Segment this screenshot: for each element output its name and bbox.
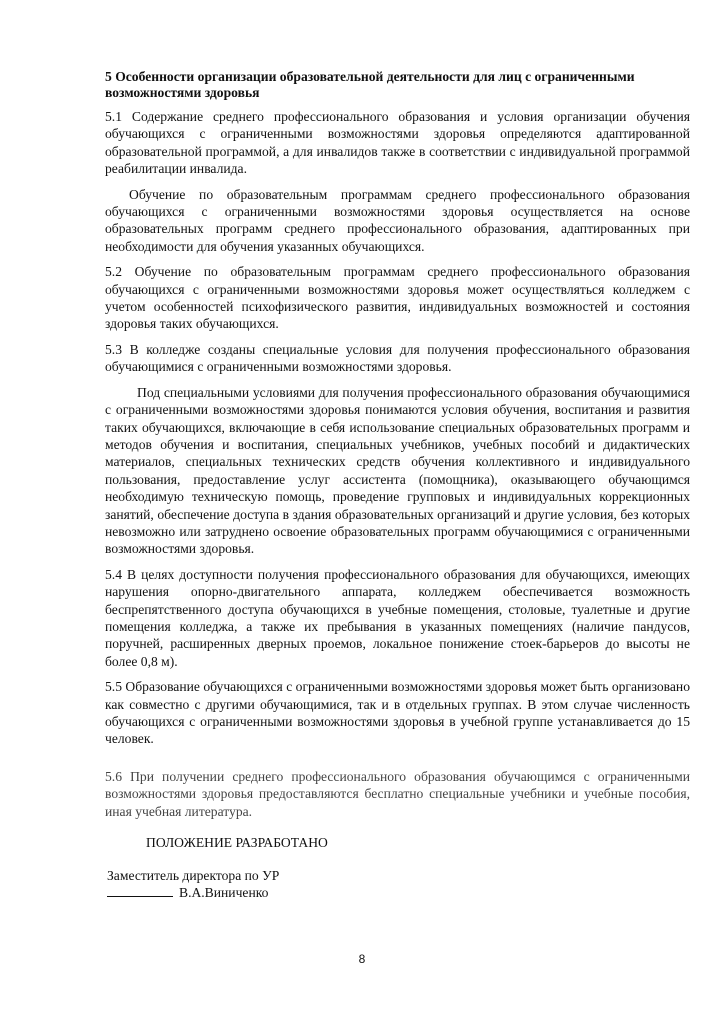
signer-name: В.А.Виниченко: [179, 885, 269, 901]
paragraph-5-1: 5.1 Содержание среднего профессионального образования и условия организации обучения обучающихся с ограниченными возможностями здоровья определяются адаптированной образовательной программой, а для инвалидов также в соответствии с индивидуальной программой реабилитации инвалида.: [105, 109, 690, 177]
paragraph-5-2: 5.2 Обучение по образовательным программам среднего профессионального образования обучающихся с ограниченными возможностями здоровья может осуществляться колледжем с учетом особенностей психофизического развития, индивидуальных возможностей и состояния здоровья таких обучающихся.: [105, 264, 690, 332]
signature-line: [107, 884, 173, 897]
paragraph-5-3-continued: Под специальными условиями для получения профессионального образования обучающимися с ограниченными возможностями здоровья понимаются условия обучения, воспитания и развития таких обучающихся, включающие в себя использование специальных образовательных программ и методов обучения и воспитания, специальных учебников, учебных пособий и дидактических материалов, специальных технических средств обучения коллективного и индивидуального пользования, предоставление услуг ассистента (помощника), оказывающего обучающимся необходимую техническую помощь, проведение групповых и индивидуальных коррекционных занятий, обеспечение доступа в здания образовательных организаций и другие условия, без которых невозможно или затруднено освоение образовательных программ обучающимися с ограниченными возможностями здоровья.: [105, 384, 690, 557]
paragraph-5-3: 5.3 В колледже созданы специальные условия для получения профессионального образования обучающимися с ограниченными возможностями здоровья.: [105, 341, 690, 375]
signature-block: [107, 867, 690, 901]
paragraph-5-4: 5.4 В целях доступности получения профессионального образования для обучающихся, имеющих нарушения опорно-двигательного аппарата, колледжем обеспечивается возможность беспрепятственного доступа обучающихся в учебные помещения, столовые, туалетные и другие помещения колледжа, а также их пребывания в указанных помещениях (наличие пандусов, поручней, расширенных дверных проемов, локальное понижение стоек-барьеров до высоты не более 0,8 м).: [105, 566, 690, 669]
spacer: [105, 756, 690, 768]
page-number: 8: [358, 952, 366, 966]
paragraph-5-6: 5.6 При получении среднего профессионального образования обучающимся с ограниченными возможностями здоровья предоставляются бесплатно специальные учебники и учебные пособия, иная учебная литература.: [105, 768, 690, 819]
paragraph-5-1-continued: Обучение по образовательным программам среднего профессионального образования обучающихся с ограниченными возможностями здоровья осуществляется на основе образовательных программ среднего профессионального образования, адаптированных при необходимости для обучения указанных обучающихся.: [105, 186, 690, 254]
document-content: [105, 69, 690, 901]
signer-position: Заместитель директора по УР: [107, 868, 280, 884]
section-heading: 5 Особенности организации образовательной деятельности для лиц с ограниченными возможностями здоровья: [105, 69, 635, 100]
paragraph-5-5: 5.5 Образование обучающихся с ограниченными возможностями здоровья может быть организовано как совместно с другими обучающимися, так и в отдельных группах. В этом случае численность обучающихся с ограниченными возможностями здоровья в учебной группе устанавливается до 15 человек.: [105, 679, 690, 747]
approval-label: ПОЛОЖЕНИЕ РАЗРАБОТАНО: [146, 835, 328, 851]
signature-row: [107, 884, 690, 901]
